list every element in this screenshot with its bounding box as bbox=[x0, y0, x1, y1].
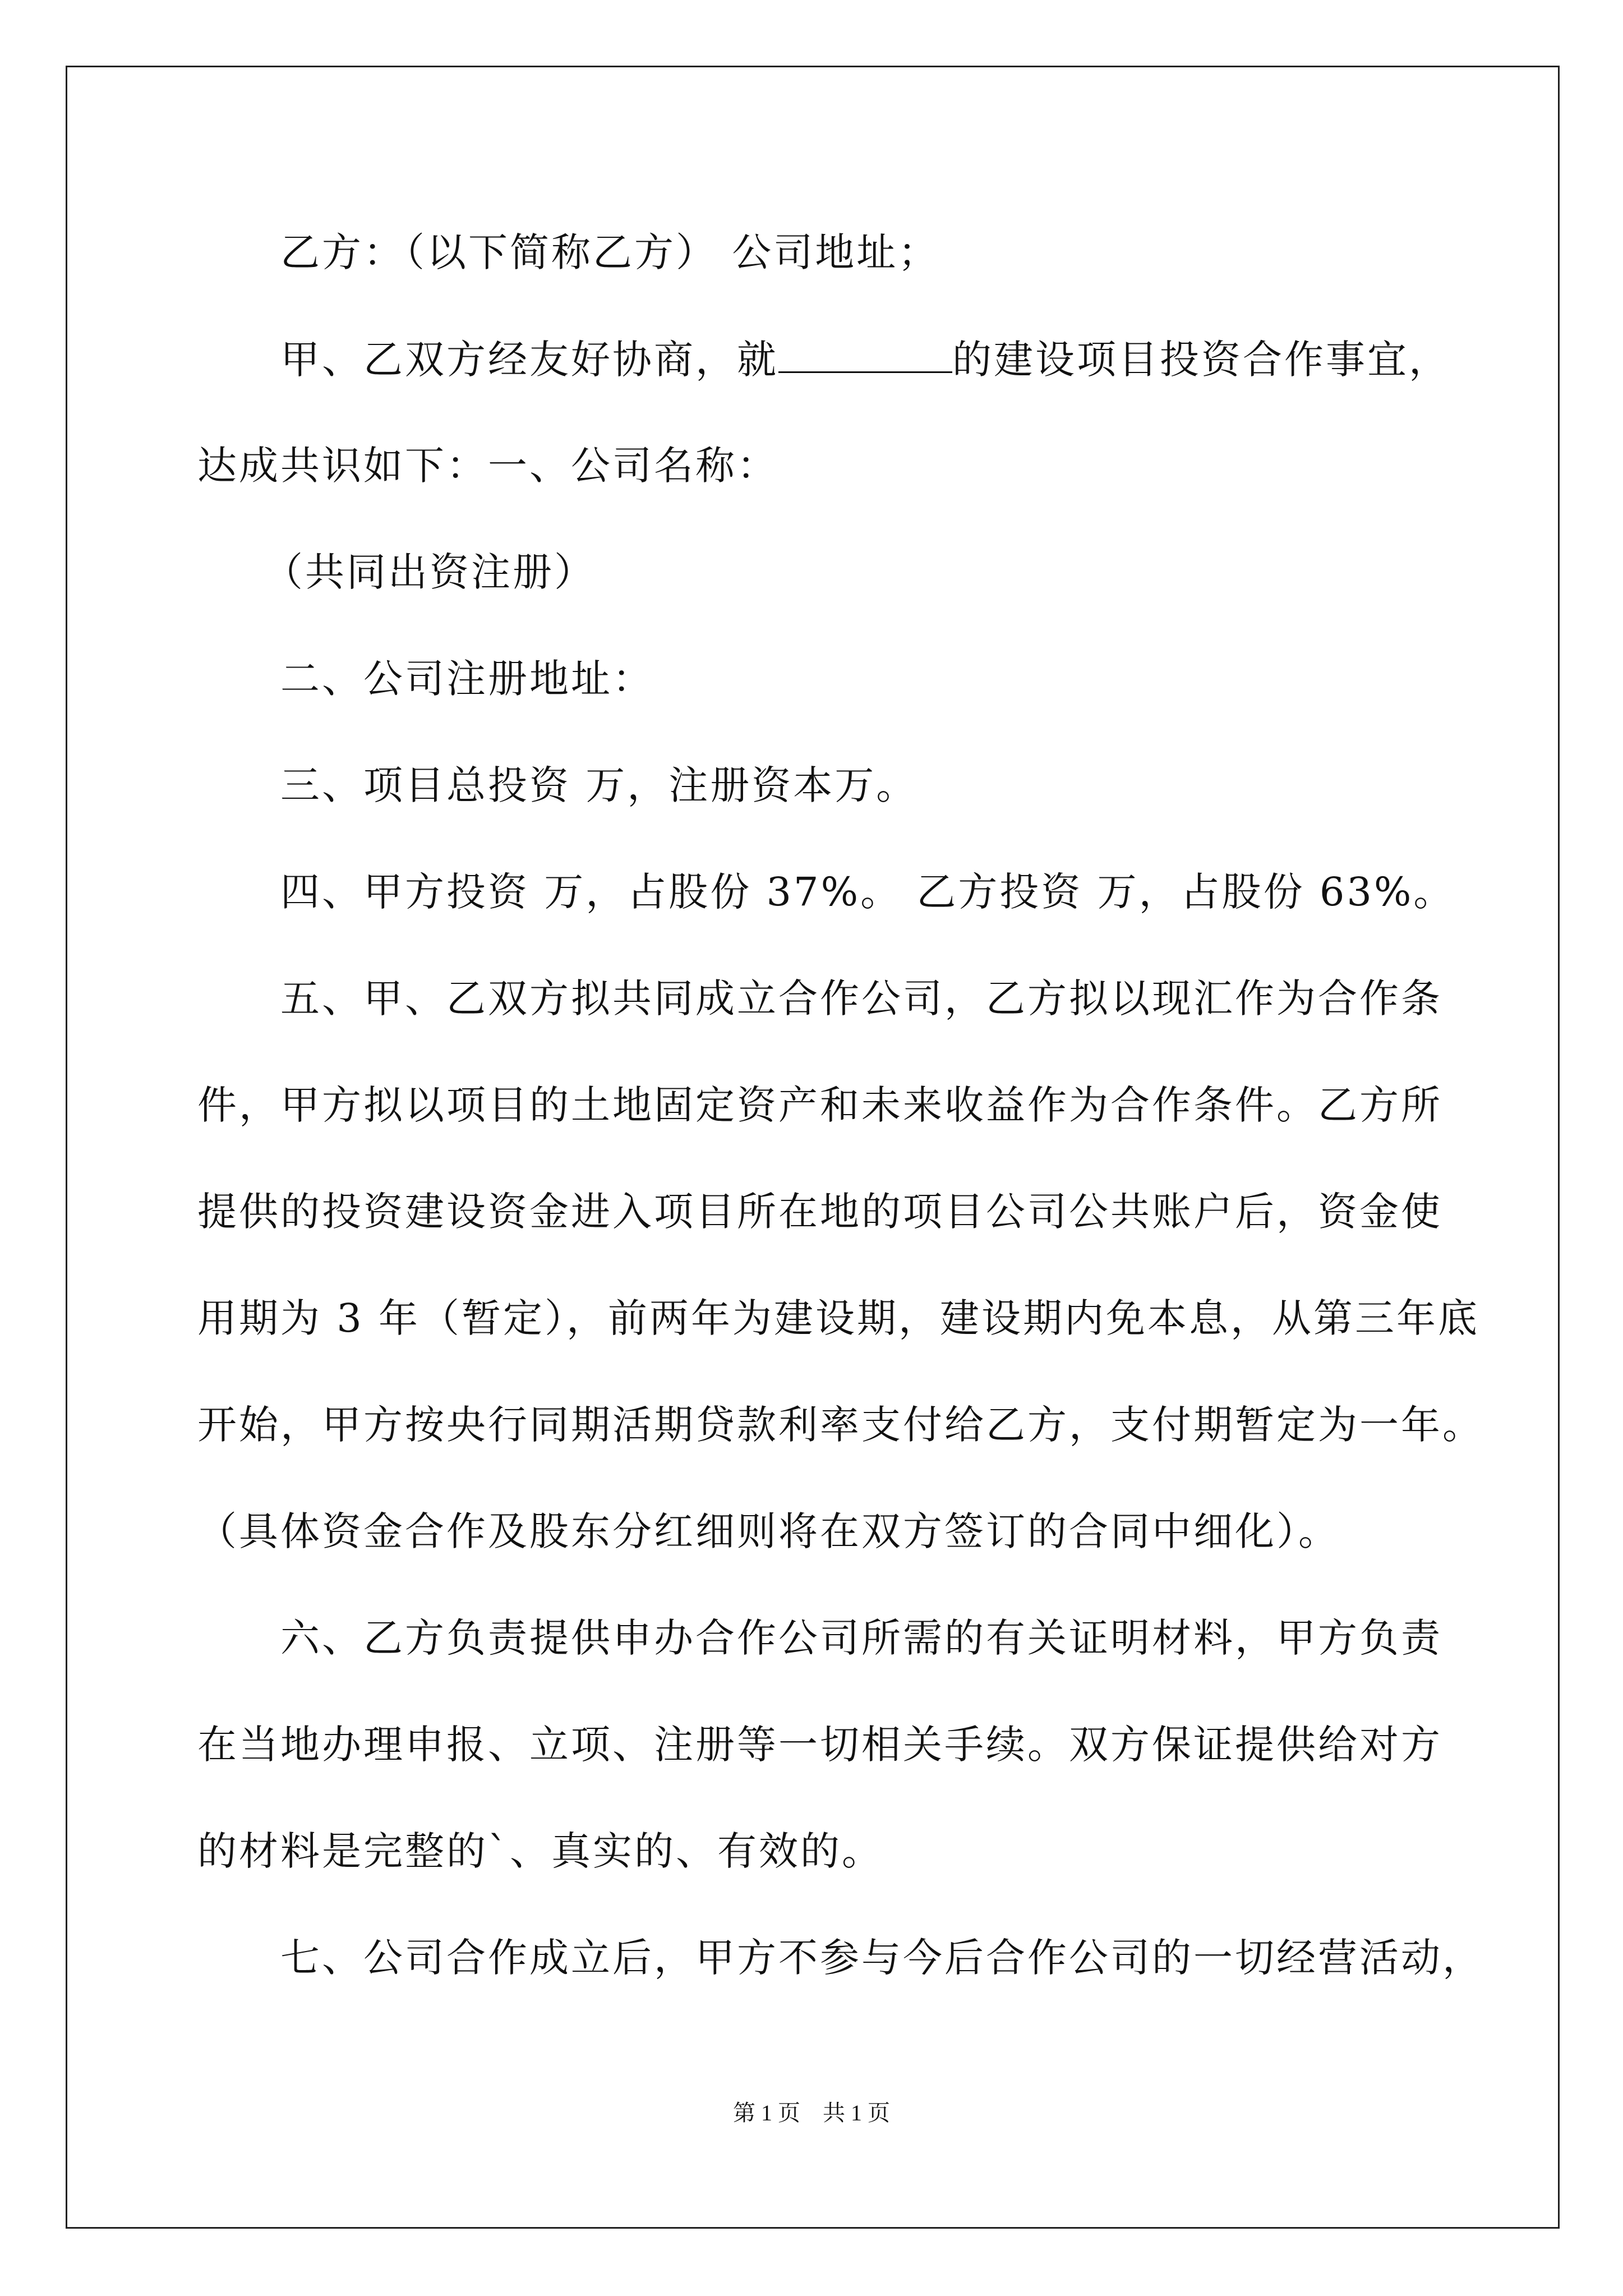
paragraph-line: 乙方：（以下简称乙方） 公司地址； bbox=[280, 229, 940, 275]
paragraph-line: 四、甲方投资 万，占股份 37%。 乙方投资 万，占股份 63%。 bbox=[280, 869, 1455, 915]
page-border bbox=[66, 66, 1560, 2229]
paragraph-line: 三、项目总投资 万，注册资本万。 bbox=[280, 762, 918, 808]
paragraph-line: 提供的投资建设资金进入项目所在地的项目公司公共账户后，资金使 bbox=[197, 1189, 1442, 1235]
paragraph-text: 的建设项目投资合作事宜， bbox=[952, 337, 1450, 383]
paragraph-line: 达成共识如下：一、公司名称： bbox=[197, 443, 778, 489]
paragraph-line: 七、公司合作成立后，甲方不参与今后合作公司的一切经营活动， bbox=[280, 1935, 1484, 1981]
paragraph-line: 的材料是完整的`、真实的、有效的。 bbox=[197, 1828, 883, 1874]
paragraph-line bbox=[280, 337, 1450, 381]
paragraph-line: （共同出资注册） bbox=[264, 549, 596, 595]
fill-in-blank bbox=[778, 337, 952, 373]
paragraph-line: 件，甲方拟以项目的土地固定资产和未来收益作为合作条件。乙方所 bbox=[197, 1082, 1442, 1128]
paragraph-line: 六、乙方负责提供申办合作公司所需的有关证明材料，甲方负责 bbox=[280, 1615, 1442, 1661]
paragraph-line: 开始，甲方按央行同期活期贷款利率支付给乙方，支付期暂定为一年。 bbox=[197, 1402, 1484, 1448]
paragraph-line: （具体资金合作及股东分红细则将在双方签订的合同中细化）。 bbox=[197, 1508, 1340, 1554]
paragraph-line: 用期为 3 年（暂定），前两年为建设期，建设期内免本息，从第三年底 bbox=[197, 1295, 1480, 1341]
paragraph-line: 在当地办理申报、立项、注册等一切相关手续。双方保证提供给对方 bbox=[197, 1722, 1442, 1768]
paragraph-line: 二、公司注册地址： bbox=[280, 656, 654, 702]
paragraph-text: 甲、乙双方经友好协商，就 bbox=[280, 337, 778, 383]
page-number-footer: 第 1 页 共 1 页 bbox=[733, 2100, 890, 2125]
paragraph-line: 五、甲、乙双方拟共同成立合作公司，乙方拟以现汇作为合作条 bbox=[280, 976, 1442, 1022]
